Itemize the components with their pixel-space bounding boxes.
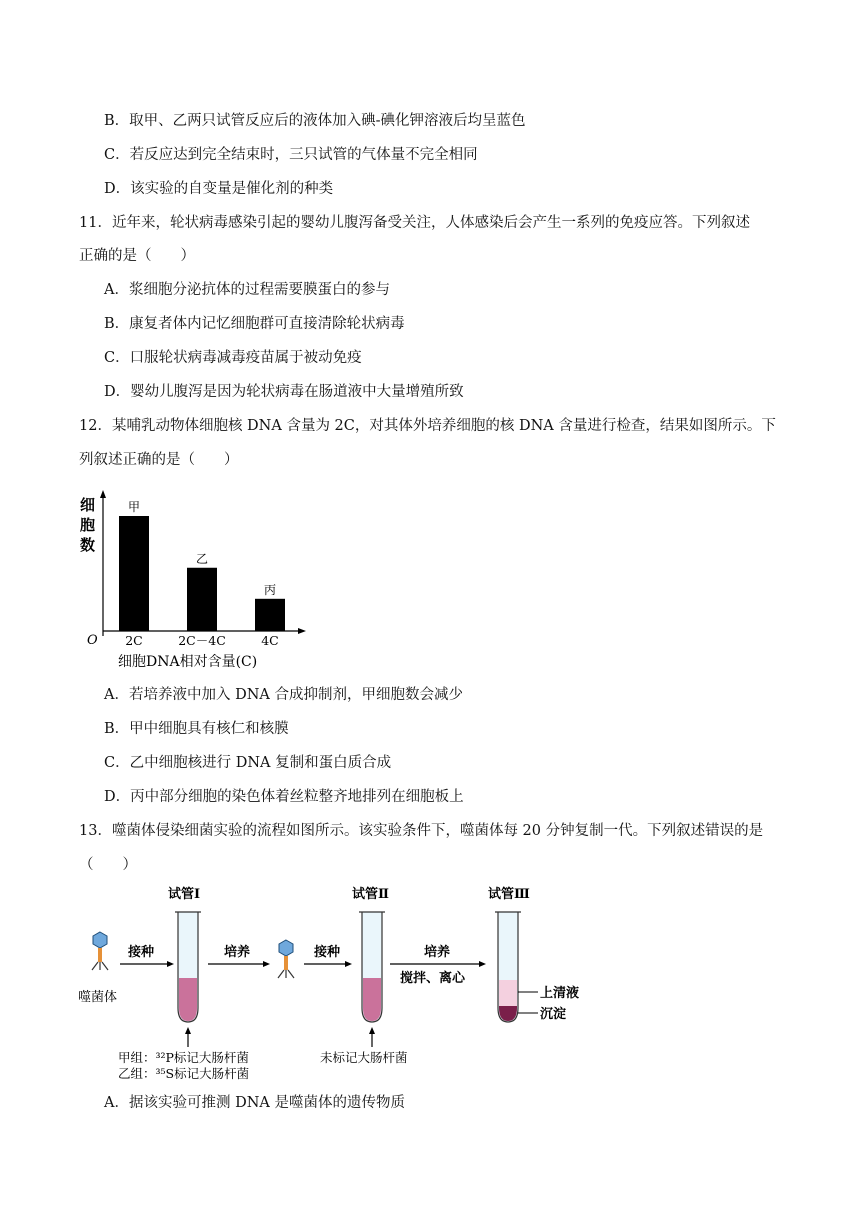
q12-option-b: B．甲中细胞具有核仁和核膜 <box>104 721 289 737</box>
q12-option-a: A．若培养液中加入 DNA 合成抑制剂，甲细胞数会减少 <box>104 687 463 703</box>
q11-stem-line1: 11．近年来，轮状病毒感染引起的婴幼儿腹泻备受关注，人体感染后会产生一系列的免疫应答。下列叙述 <box>79 215 750 231</box>
q13-option-a: A．据该实验可推测 DNA 是噬菌体的遗传物质 <box>104 1095 405 1111</box>
q12-stem-line2: 列叙述正确的是（ ） <box>79 452 239 468</box>
q12-stem-line1: 12．某哺乳动物体细胞核 DNA 含量为 2C，对其体外培养细胞的核 DNA 含量进行检查，结果如图所示。下 <box>79 418 776 434</box>
bar-2 <box>187 568 217 631</box>
tube-1-label: 试管Ⅰ <box>168 887 201 902</box>
tube-1 <box>175 912 201 1022</box>
arrow-1-head <box>167 961 174 967</box>
supernatant-label: 上清液 <box>540 986 580 1001</box>
x-axis-label: 细胞DNA相对含量(C) <box>118 654 258 670</box>
culture-label-2: 培养 <box>424 945 451 960</box>
q11-stem-line2: 正确的是（ ） <box>79 248 195 264</box>
bar-label-2: 乙 <box>195 551 209 566</box>
inoculate-label-2: 接种 <box>314 945 341 960</box>
q11-option-a: A．浆细胞分泌抗体的过程需要膜蛋白的参与 <box>104 282 390 298</box>
q11-option-d: D．婴幼儿腹泻是因为轮状病毒在肠道液中大量增殖所致 <box>104 384 464 400</box>
tube-2-input-arrowhead <box>369 1027 375 1034</box>
inoculate-label-1: 接种 <box>128 945 155 960</box>
x-tick-label-2: 2C－4C <box>178 633 226 648</box>
q13-stem-line2: （ ） <box>79 857 137 873</box>
culture-label-1: 培养 <box>224 945 251 960</box>
bars-group <box>119 500 285 648</box>
q12-option-d: D．丙中部分细胞的染色体着丝粒整齐地排列在细胞板上 <box>104 789 464 805</box>
bar-label-3: 丙 <box>263 582 277 597</box>
origin-label: O <box>87 633 98 648</box>
tube-3 <box>495 912 521 1022</box>
y-axis-label <box>80 496 95 554</box>
tube-2 <box>359 912 385 1022</box>
group-a-label: 甲组：³²P标记大肠杆菌 <box>118 1050 249 1065</box>
stir-centrifuge-label: 搅拌、离心 <box>400 971 466 986</box>
q11-option-b: B．康复者体内记忆细胞群可直接清除轮状病毒 <box>104 316 405 332</box>
q12-option-c: C．乙中细胞核进行 DNA 复制和蛋白质合成 <box>104 755 392 771</box>
arrow-3-head <box>345 961 352 967</box>
sediment-label: 沉淀 <box>540 1007 567 1022</box>
bar-3 <box>255 599 285 631</box>
phage-icon-2 <box>278 940 294 978</box>
phage-label: 噬菌体 <box>78 990 118 1005</box>
unlabeled-ecoli-label: 未标记大肠杆菌 <box>320 1050 408 1065</box>
q10-option-d: D．该实验的自变量是催化剂的种类 <box>104 181 334 197</box>
y-label-char-3: 数 <box>80 536 96 554</box>
phage-experiment-diagram <box>78 882 598 1082</box>
dna-content-bar-chart <box>78 488 318 678</box>
tube-2-label: 试管Ⅱ <box>352 887 389 902</box>
bar-label-1: 甲 <box>127 500 141 514</box>
tube-3-label: 试管Ⅲ <box>488 887 530 902</box>
y-label-char-2: 胞 <box>80 516 96 534</box>
q11-option-c: C．口服轮状病毒减毒疫苗属于被动免疫 <box>104 350 362 366</box>
q13-stem-line1: 13．噬菌体侵染细菌实验的流程如图所示。该实验条件下，噬菌体每 20 分钟复制一代。下列叙述错误的是 <box>79 823 764 839</box>
arrow-2-head <box>263 961 270 967</box>
y-label-char-1: 细 <box>80 496 96 514</box>
x-tick-label-1: 2C <box>125 633 143 648</box>
bar-1 <box>119 516 149 631</box>
group-b-label: 乙组：³⁵S标记大肠杆菌 <box>118 1066 250 1081</box>
tube-1-input-arrowhead <box>185 1027 191 1034</box>
x-axis-arrow <box>298 628 306 634</box>
q10-option-c: C．若反应达到完全结束时，三只试管的气体量不完全相同 <box>104 147 478 163</box>
y-axis-arrow <box>100 490 106 498</box>
arrow-4-head <box>479 961 486 967</box>
phage-icon <box>92 932 108 970</box>
x-tick-label-3: 4C <box>261 633 279 648</box>
q10-option-b: B．取甲、乙两只试管反应后的液体加入碘-碘化钾溶液后均呈蓝色 <box>104 113 526 129</box>
